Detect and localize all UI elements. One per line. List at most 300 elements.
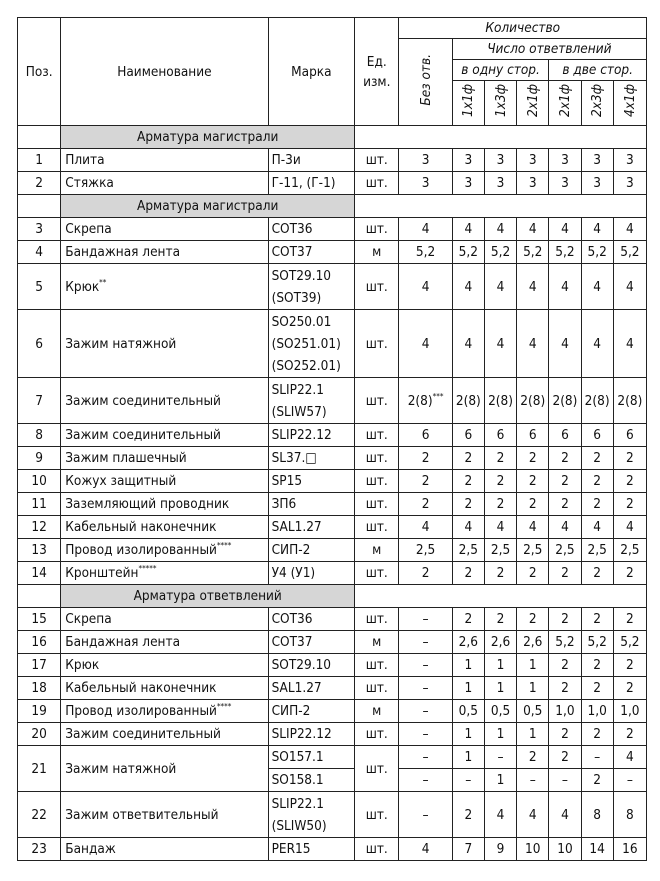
cell-mark	[268, 723, 355, 746]
table-row	[18, 700, 647, 723]
cell-name	[61, 378, 268, 424]
table-row	[18, 470, 647, 493]
mark-line: COT37	[271, 634, 313, 650]
name-text: Бандажная лента	[65, 634, 181, 650]
name-text: Зажим ответвительный	[65, 806, 219, 823]
name-text: Зажим натяжной	[65, 335, 177, 352]
header-branch-count: Число ответвлений	[452, 39, 646, 60]
cell-qty: 2	[581, 493, 613, 516]
cell-qty: 2	[399, 447, 452, 470]
table-header	[18, 18, 647, 126]
cell-qty: 2	[517, 447, 549, 470]
cell-qty: 2	[581, 677, 613, 700]
cell-qty: 2,5	[581, 539, 613, 562]
header-col-3: 2x1ф	[517, 81, 549, 126]
mark-line: SO250.01	[271, 313, 332, 330]
cell-qty: 4	[581, 264, 613, 310]
cell-pos: 8	[18, 424, 61, 447]
header-one-side: в одну стор.	[452, 60, 549, 81]
cell-mark	[268, 493, 355, 516]
cell-mark	[268, 677, 355, 700]
cell-unit: шт.	[355, 378, 399, 424]
cell-mark	[268, 631, 355, 654]
cell-qty: 4	[484, 516, 516, 539]
section-empty-cell	[355, 195, 647, 218]
cell-qty: 4	[549, 218, 581, 241]
table-row	[18, 608, 647, 631]
header-two-sides: в две стор.	[549, 60, 647, 81]
cell-qty: 2(8)	[517, 378, 549, 424]
section-empty-cell	[18, 195, 61, 218]
cell-mark	[268, 792, 355, 838]
cell-unit: шт.	[355, 264, 399, 310]
cell-unit: шт.	[355, 218, 399, 241]
section-empty-cell	[355, 126, 647, 149]
cell-qty: 5,2	[517, 241, 549, 264]
cell-qty: 4	[549, 516, 581, 539]
cell-qty: 2	[452, 608, 484, 631]
mark-line: SP15	[271, 473, 303, 489]
cell-qty: 4	[399, 310, 452, 378]
cell-qty: 4	[484, 792, 516, 838]
cell-mark: SO157.1	[268, 746, 355, 769]
section-title: Арматура магистрали	[61, 195, 355, 218]
mark-line: SL37.□	[271, 450, 317, 466]
cell-qty: 2	[484, 470, 516, 493]
cell-qty: 1	[452, 654, 484, 677]
header-no-branch: Без отв.	[399, 39, 452, 126]
cell-qty: 4	[613, 310, 646, 378]
cell-mark	[268, 608, 355, 631]
cell-qty: 2	[452, 493, 484, 516]
section-header-row	[18, 126, 647, 149]
footnote-mark: ****	[216, 541, 232, 550]
mark-line: СИП-2	[271, 542, 311, 558]
cell-qty: 4	[549, 264, 581, 310]
cell-qty: 4	[581, 516, 613, 539]
cell-qty: 4	[452, 310, 484, 378]
cell-unit: шт.	[355, 562, 399, 585]
name-text: Скрепа	[65, 221, 112, 237]
name-text: Зажим соединительный	[65, 427, 221, 443]
cell-qty: 5,2	[549, 241, 581, 264]
cell-qty: 2	[549, 608, 581, 631]
cell-qty: 4	[581, 218, 613, 241]
header-unit: Ед. изм.	[355, 18, 399, 126]
cell-qty: 2	[581, 769, 613, 792]
cell-qty: 4	[549, 792, 581, 838]
cell-qty: 6	[581, 424, 613, 447]
cell-qty: 3	[452, 149, 484, 172]
cell-name	[61, 723, 268, 746]
cell-name	[61, 241, 268, 264]
cell-mark	[268, 424, 355, 447]
mark-line: СИП-2	[271, 703, 311, 719]
section-title: Арматура магистрали	[61, 126, 355, 149]
cell-qty: 3	[484, 149, 516, 172]
cell-qty: 2	[581, 654, 613, 677]
cell-pos: 6	[18, 310, 61, 378]
cell-unit: шт.	[355, 516, 399, 539]
cell-qty: 2,6	[452, 631, 484, 654]
header-col-5: 2x3ф	[581, 81, 613, 126]
cell-qty: 3	[399, 172, 452, 195]
cell-qty: 4	[517, 516, 549, 539]
table-row	[18, 562, 647, 585]
cell-mark: SO158.1	[268, 769, 355, 792]
cell-pos: 19	[18, 700, 61, 723]
cell-qty: 4	[399, 218, 452, 241]
cell-qty: 8	[613, 792, 646, 838]
name-text: Кабельный наконечник	[65, 519, 217, 535]
mark-line: PER15	[271, 841, 311, 857]
cell-qty: 1	[517, 723, 549, 746]
cell-mark	[268, 241, 355, 264]
name-text: Провод изолированный	[65, 542, 217, 558]
cell-qty: 4	[452, 516, 484, 539]
header-pos: Поз.	[18, 18, 61, 126]
cell-pos: 12	[18, 516, 61, 539]
cell-unit: шт.	[355, 654, 399, 677]
cell-qty: 2	[613, 654, 646, 677]
cell-qty: 2	[399, 562, 452, 585]
mark-line: У4 (У1)	[271, 565, 316, 581]
cell-qty: 2,6	[484, 631, 516, 654]
cell-qty: 5,2	[452, 241, 484, 264]
cell-pos: 2	[18, 172, 61, 195]
cell-qty: 2	[452, 470, 484, 493]
cell-qty: 4	[452, 218, 484, 241]
table-row	[18, 378, 647, 424]
table-row	[18, 746, 647, 769]
name-text: Бандаж	[65, 841, 116, 857]
table-row	[18, 631, 647, 654]
cell-qty: 10	[549, 838, 581, 861]
cell-pos: 3	[18, 218, 61, 241]
cell-qty: 2	[549, 470, 581, 493]
name-text: Кожух защитный	[65, 473, 177, 489]
name-text: Зажим соединительный	[65, 726, 221, 742]
cell-qty: 2	[517, 608, 549, 631]
cell-name	[61, 447, 268, 470]
table-row	[18, 723, 647, 746]
cell-qty: 2	[549, 654, 581, 677]
cell-qty: 2	[549, 562, 581, 585]
cell-pos: 22	[18, 792, 61, 838]
table-row	[18, 516, 647, 539]
name-text: Крюк	[65, 657, 100, 673]
cell-pos: 11	[18, 493, 61, 516]
section-header-row	[18, 195, 647, 218]
footnote-mark: ****	[216, 702, 232, 711]
cell-pos: 23	[18, 838, 61, 861]
cell-qty	[399, 378, 452, 424]
cell-pos: 4	[18, 241, 61, 264]
cell-qty: 2,5	[399, 539, 452, 562]
cell-name	[61, 654, 268, 677]
mark-line: SAL1.27	[271, 680, 322, 696]
mark-line: COT36	[271, 221, 313, 237]
cell-qty: –	[613, 769, 646, 792]
cell-name	[61, 792, 268, 838]
cell-mark	[268, 838, 355, 861]
cell-mark	[268, 562, 355, 585]
mark-line: SLIP22.12	[271, 427, 332, 443]
cell-unit: шт.	[355, 470, 399, 493]
cell-qty: 4	[549, 310, 581, 378]
cell-qty: 2,5	[484, 539, 516, 562]
cell-qty: 5,2	[613, 241, 646, 264]
cell-unit: шт.	[355, 493, 399, 516]
cell-qty: 4	[484, 218, 516, 241]
name-text: Зажим соединительный	[65, 392, 221, 409]
cell-mark	[268, 378, 355, 424]
cell-unit: шт.	[355, 838, 399, 861]
cell-pos: 14	[18, 562, 61, 585]
footnote-mark: ***	[432, 391, 444, 401]
cell-mark	[268, 447, 355, 470]
cell-unit: шт.	[355, 746, 399, 792]
name-text: Кронштейн	[65, 565, 139, 581]
cell-qty: –	[399, 769, 452, 792]
cell-qty: 2	[517, 493, 549, 516]
cell-qty: –	[399, 608, 452, 631]
section-empty-cell	[18, 126, 61, 149]
cell-unit: шт.	[355, 310, 399, 378]
cell-qty: 3	[452, 172, 484, 195]
footnote-mark: **	[99, 277, 107, 287]
cell-mark	[268, 470, 355, 493]
name-text: Провод изолированный	[65, 703, 217, 719]
mark-line: (SLIW50)	[271, 817, 327, 834]
table-row	[18, 310, 647, 378]
cell-name	[61, 516, 268, 539]
mark-line: Г-11, (Г-1)	[271, 175, 336, 191]
cell-qty: 4	[399, 264, 452, 310]
table-row	[18, 218, 647, 241]
table-row	[18, 241, 647, 264]
cell-mark	[268, 539, 355, 562]
cell-name	[61, 172, 268, 195]
cell-name	[61, 470, 268, 493]
cell-qty: 5,2	[484, 241, 516, 264]
mark-line: (SLIW57)	[271, 403, 327, 420]
cell-qty: 5,2	[399, 241, 452, 264]
cell-qty: 0,5	[452, 700, 484, 723]
cell-qty: 16	[613, 838, 646, 861]
mark-line: COT37	[271, 244, 313, 260]
cell-qty: 2	[549, 493, 581, 516]
cell-qty: 2	[452, 447, 484, 470]
table-row	[18, 264, 647, 310]
header-mark: Марка	[268, 18, 355, 126]
cell-qty: 1,0	[549, 700, 581, 723]
cell-qty: 3	[581, 172, 613, 195]
cell-pos: 1	[18, 149, 61, 172]
table-row	[18, 424, 647, 447]
cell-mark	[268, 310, 355, 378]
cell-qty: 2	[613, 723, 646, 746]
cell-qty: 2	[613, 608, 646, 631]
cell-qty: 8	[581, 792, 613, 838]
cell-qty: 2	[549, 746, 581, 769]
cell-qty: 3	[517, 149, 549, 172]
cell-name	[61, 264, 268, 310]
header-name: Наименование	[61, 18, 268, 126]
cell-name: Зажим натяжной	[61, 746, 268, 792]
cell-qty: –	[581, 746, 613, 769]
cell-qty: 2(8)	[613, 378, 646, 424]
cell-qty: 2,5	[517, 539, 549, 562]
cell-unit: шт.	[355, 608, 399, 631]
mark-line: ЗП6	[271, 496, 297, 512]
cell-qty: 2	[549, 677, 581, 700]
cell-qty: 4	[517, 792, 549, 838]
cell-qty: 1	[484, 723, 516, 746]
cell-qty: 3	[399, 149, 452, 172]
cell-qty: 3	[581, 149, 613, 172]
cell-qty: 2,5	[549, 539, 581, 562]
mark-line: SLIP22.1	[271, 795, 324, 812]
cell-qty: –	[399, 723, 452, 746]
table-row	[18, 539, 647, 562]
cell-pos: 7	[18, 378, 61, 424]
cell-qty: 4	[613, 264, 646, 310]
cell-unit: шт.	[355, 172, 399, 195]
cell-qty: 1	[517, 677, 549, 700]
mark-line: SAL1.27	[271, 519, 322, 535]
cell-pos: 5	[18, 264, 61, 310]
cell-unit: шт.	[355, 424, 399, 447]
cell-name	[61, 424, 268, 447]
cell-qty: 6	[484, 424, 516, 447]
cell-qty: 3	[517, 172, 549, 195]
cell-name	[61, 310, 268, 378]
cell-qty: 2	[613, 470, 646, 493]
cell-qty: 6	[452, 424, 484, 447]
cell-qty: 2	[452, 792, 484, 838]
cell-name	[61, 631, 268, 654]
header-col-4: 2x1ф	[549, 81, 581, 126]
cell-pos: 18	[18, 677, 61, 700]
cell-qty: 6	[517, 424, 549, 447]
cell-qty: 2	[549, 723, 581, 746]
cell-qty: 3	[613, 172, 646, 195]
cell-qty: 2	[581, 723, 613, 746]
cell-qty: –	[399, 746, 452, 769]
cell-qty: 2	[517, 562, 549, 585]
cell-qty: 6	[399, 424, 452, 447]
cell-mark	[268, 149, 355, 172]
cell-pos: 17	[18, 654, 61, 677]
cell-qty: –	[399, 677, 452, 700]
cell-qty: 1	[484, 654, 516, 677]
cell-qty: 1	[452, 723, 484, 746]
table-row	[18, 493, 647, 516]
cell-qty: 2	[613, 493, 646, 516]
cell-qty: 4	[399, 516, 452, 539]
cell-qty: 2	[452, 562, 484, 585]
mark-line: П-3и	[271, 152, 301, 168]
cell-qty: 2	[517, 746, 549, 769]
cell-qty: 2,6	[517, 631, 549, 654]
cell-qty: 5,2	[581, 631, 613, 654]
cell-name	[61, 608, 268, 631]
table-row	[18, 792, 647, 838]
section-header-row	[18, 585, 647, 608]
table-row	[18, 677, 647, 700]
cell-pos: 16	[18, 631, 61, 654]
cell-qty: 2	[613, 677, 646, 700]
cell-pos: 10	[18, 470, 61, 493]
cell-qty: 4	[517, 218, 549, 241]
cell-name	[61, 149, 268, 172]
name-text: Зажим плашечный	[65, 450, 187, 466]
cell-unit: шт.	[355, 723, 399, 746]
cell-qty: 7	[452, 838, 484, 861]
section-title: Арматура ответвлений	[61, 585, 355, 608]
cell-mark	[268, 516, 355, 539]
name-text: Заземляющий проводник	[65, 496, 230, 512]
cell-qty: 2	[581, 447, 613, 470]
cell-qty: 2,5	[452, 539, 484, 562]
cell-qty: 5,2	[581, 241, 613, 264]
name-text: Скрепа	[65, 611, 112, 627]
cell-qty: 4	[452, 264, 484, 310]
cell-qty: 1	[517, 654, 549, 677]
cell-qty: 6	[613, 424, 646, 447]
cell-mark	[268, 654, 355, 677]
cell-qty: 2(8)	[484, 378, 516, 424]
cell-qty: 6	[549, 424, 581, 447]
mark-line: (SO252.01)	[271, 357, 341, 374]
name-text: Крюк	[65, 278, 100, 295]
cell-qty: 10	[517, 838, 549, 861]
header-col-6: 4x1ф	[613, 81, 646, 126]
mark-line: SOT29.10	[271, 657, 332, 673]
cell-qty: 9	[484, 838, 516, 861]
cell-qty: 2	[581, 562, 613, 585]
qty-value: 2(8)	[407, 392, 433, 409]
cell-qty: 3	[549, 172, 581, 195]
cell-unit: шт.	[355, 792, 399, 838]
cell-qty: 1	[484, 677, 516, 700]
cell-unit: м	[355, 539, 399, 562]
cell-qty: 1	[452, 746, 484, 769]
cell-qty: 4	[484, 264, 516, 310]
cell-qty: 1	[484, 769, 516, 792]
section-empty-cell	[355, 585, 647, 608]
name-text: Бандажная лента	[65, 244, 181, 260]
table-row	[18, 149, 647, 172]
cell-qty: 5,2	[613, 631, 646, 654]
cell-qty: 4	[613, 516, 646, 539]
cell-unit: шт.	[355, 677, 399, 700]
cell-qty: 2	[484, 608, 516, 631]
cell-qty: 0,5	[484, 700, 516, 723]
cell-unit: м	[355, 631, 399, 654]
table-row	[18, 172, 647, 195]
cell-qty: 2	[581, 608, 613, 631]
cell-mark	[268, 172, 355, 195]
cell-name	[61, 677, 268, 700]
cell-qty: –	[452, 769, 484, 792]
cell-unit: м	[355, 700, 399, 723]
cell-qty: 0,5	[517, 700, 549, 723]
cell-qty: 2,5	[613, 539, 646, 562]
cell-qty: 2(8)	[452, 378, 484, 424]
footnote-mark: *****	[138, 564, 157, 573]
